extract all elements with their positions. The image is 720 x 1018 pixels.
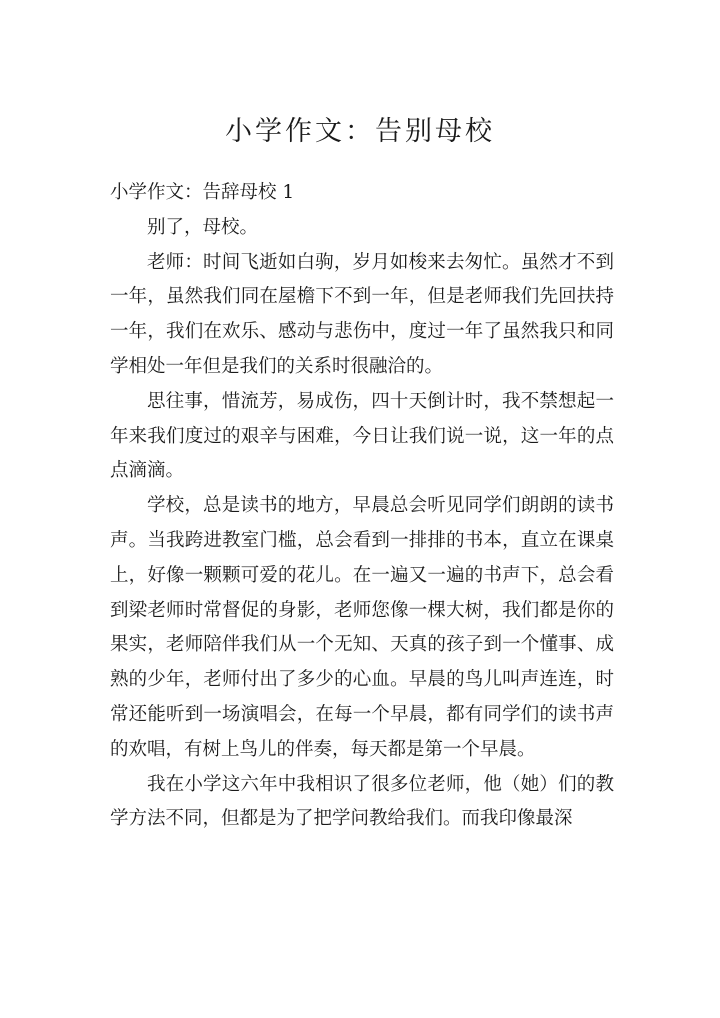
paragraph-farewell: 别了，母校。	[147, 216, 259, 238]
paragraph-teacher: 老师：时间飞逝如白驹，岁月如梭来去匆忙。虽然才不到一年，虽然我们同在屋檐下不到一年，但是老师我们先回扶持一年，我们在欢乐、感动与悲伤中，度过一年了虽然我只和同学相处一年但是我们的关系时很融洽的。	[110, 251, 614, 377]
paragraph-school-morning: 学校，总是读书的地方，早晨总会听见同学们朗朗的读书声。当我跨进教室门槛，总会看到一排排的书本，直立在课桌上，好像一颗颗可爱的花儿。在一遍又一遍的书声下，总会看到梁老师时常督促的身影，老师您像一棵大树，我们都是你的果实，老师陪伴我们从一个无知、天真的孩子到一个懂事、成熟的少年，老师付出了多少的心血。早晨的鸟儿叫声连连，时常还能听到一场演唱会，在每一个早晨，都有同学们的读书声的欢唱，有树上鸟儿的伴奏，每天都是第一个早晨。	[110, 495, 614, 760]
section-subheading: 小学作文：告辞母校 1	[110, 182, 295, 203]
paragraph-six-years: 我在小学这六年中我相识了很多位老师，他（她）们的教学方法不同，但都是为了把学问教给我们。而我印像最深	[110, 773, 614, 830]
document-title: 小学作文：告别母校	[225, 116, 495, 147]
document-body	[110, 176, 614, 837]
paragraph-memories: 思往事，惜流芳，易成伤，四十天倒计时，我不禁想起一年来我们度过的艰辛与困难，今日让我们说一说，这一年的点点滴滴。	[110, 390, 614, 482]
